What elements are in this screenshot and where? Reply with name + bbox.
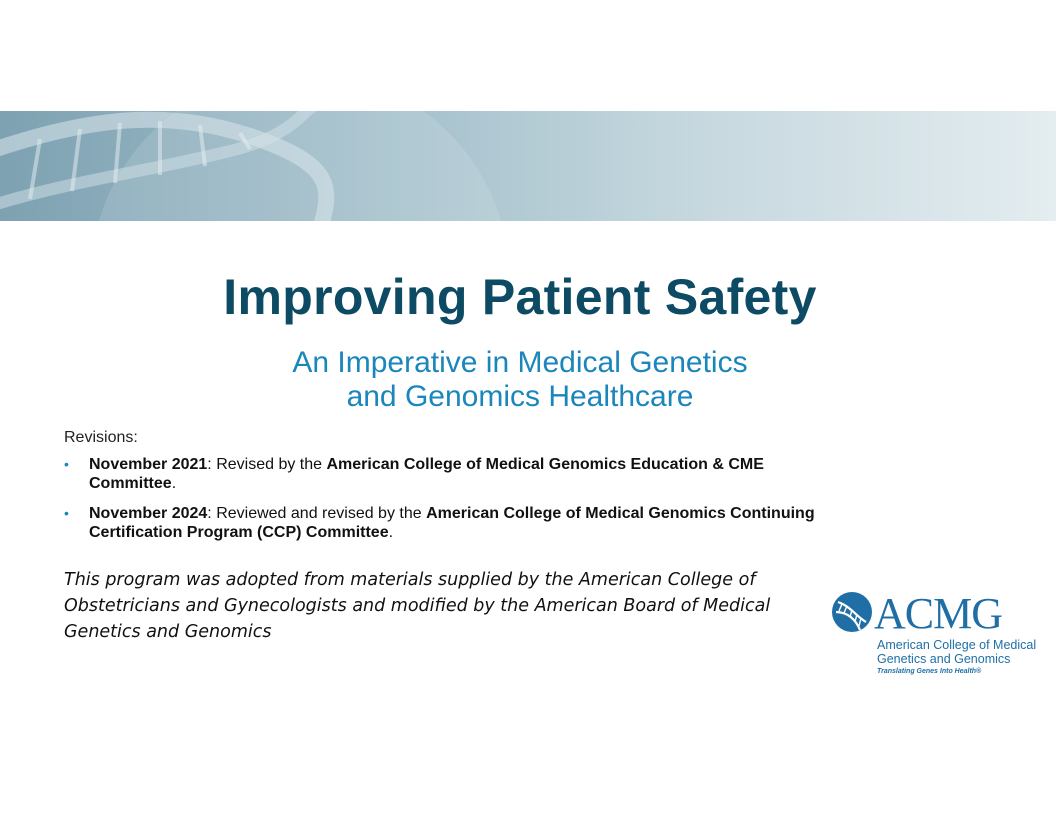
logo-tagline: Translating Genes Into Health®: [877, 668, 982, 675]
bullet-icon: •: [64, 456, 69, 472]
logo-wordmark: ACMG: [874, 589, 1003, 638]
logo-name-line-2: Genetics and Genomics: [877, 652, 1011, 666]
subtitle-line-1: An Imperative in Medical Genetics: [292, 346, 748, 379]
revision-committee: American College of Medical Genomics Education & CME Committee: [89, 456, 764, 492]
revision-date: November 2021: [89, 456, 208, 473]
logo-name-line-1: American College of Medical: [877, 638, 1037, 652]
revision-date: November 2024: [89, 505, 208, 522]
revisions-list: [64, 455, 844, 553]
acmg-logo: [830, 590, 1040, 685]
subtitle-line-2: and Genomics Healthcare: [346, 380, 694, 413]
bullet-icon: •: [64, 505, 69, 521]
revisions-label: Revisions:: [64, 429, 138, 446]
dna-helix-graphic: [0, 111, 1056, 221]
adopted-note: This program was adopted from materials supplied by the American College of Obstetricians and Gynecologists and modified by the American Board of Medical Genetics and Genomics: [64, 570, 771, 642]
slide-title: Improving Patient Safety: [223, 269, 817, 325]
logo-organization-name: [877, 638, 1036, 666]
revision-end: .: [171, 475, 177, 492]
revision-item: [64, 455, 844, 493]
revision-text: : Revised by the: [207, 456, 327, 473]
header-banner: [0, 111, 1056, 221]
revision-end: .: [388, 524, 394, 541]
revision-text: : Reviewed and revised by the: [207, 505, 427, 522]
slide-subtitle: [0, 346, 1040, 414]
revision-item: [64, 504, 844, 542]
dna-globe-icon: [830, 590, 874, 638]
revision-committee: American College of Medical Genomics Continuing Certification Program (CCP) Committee: [89, 505, 815, 541]
